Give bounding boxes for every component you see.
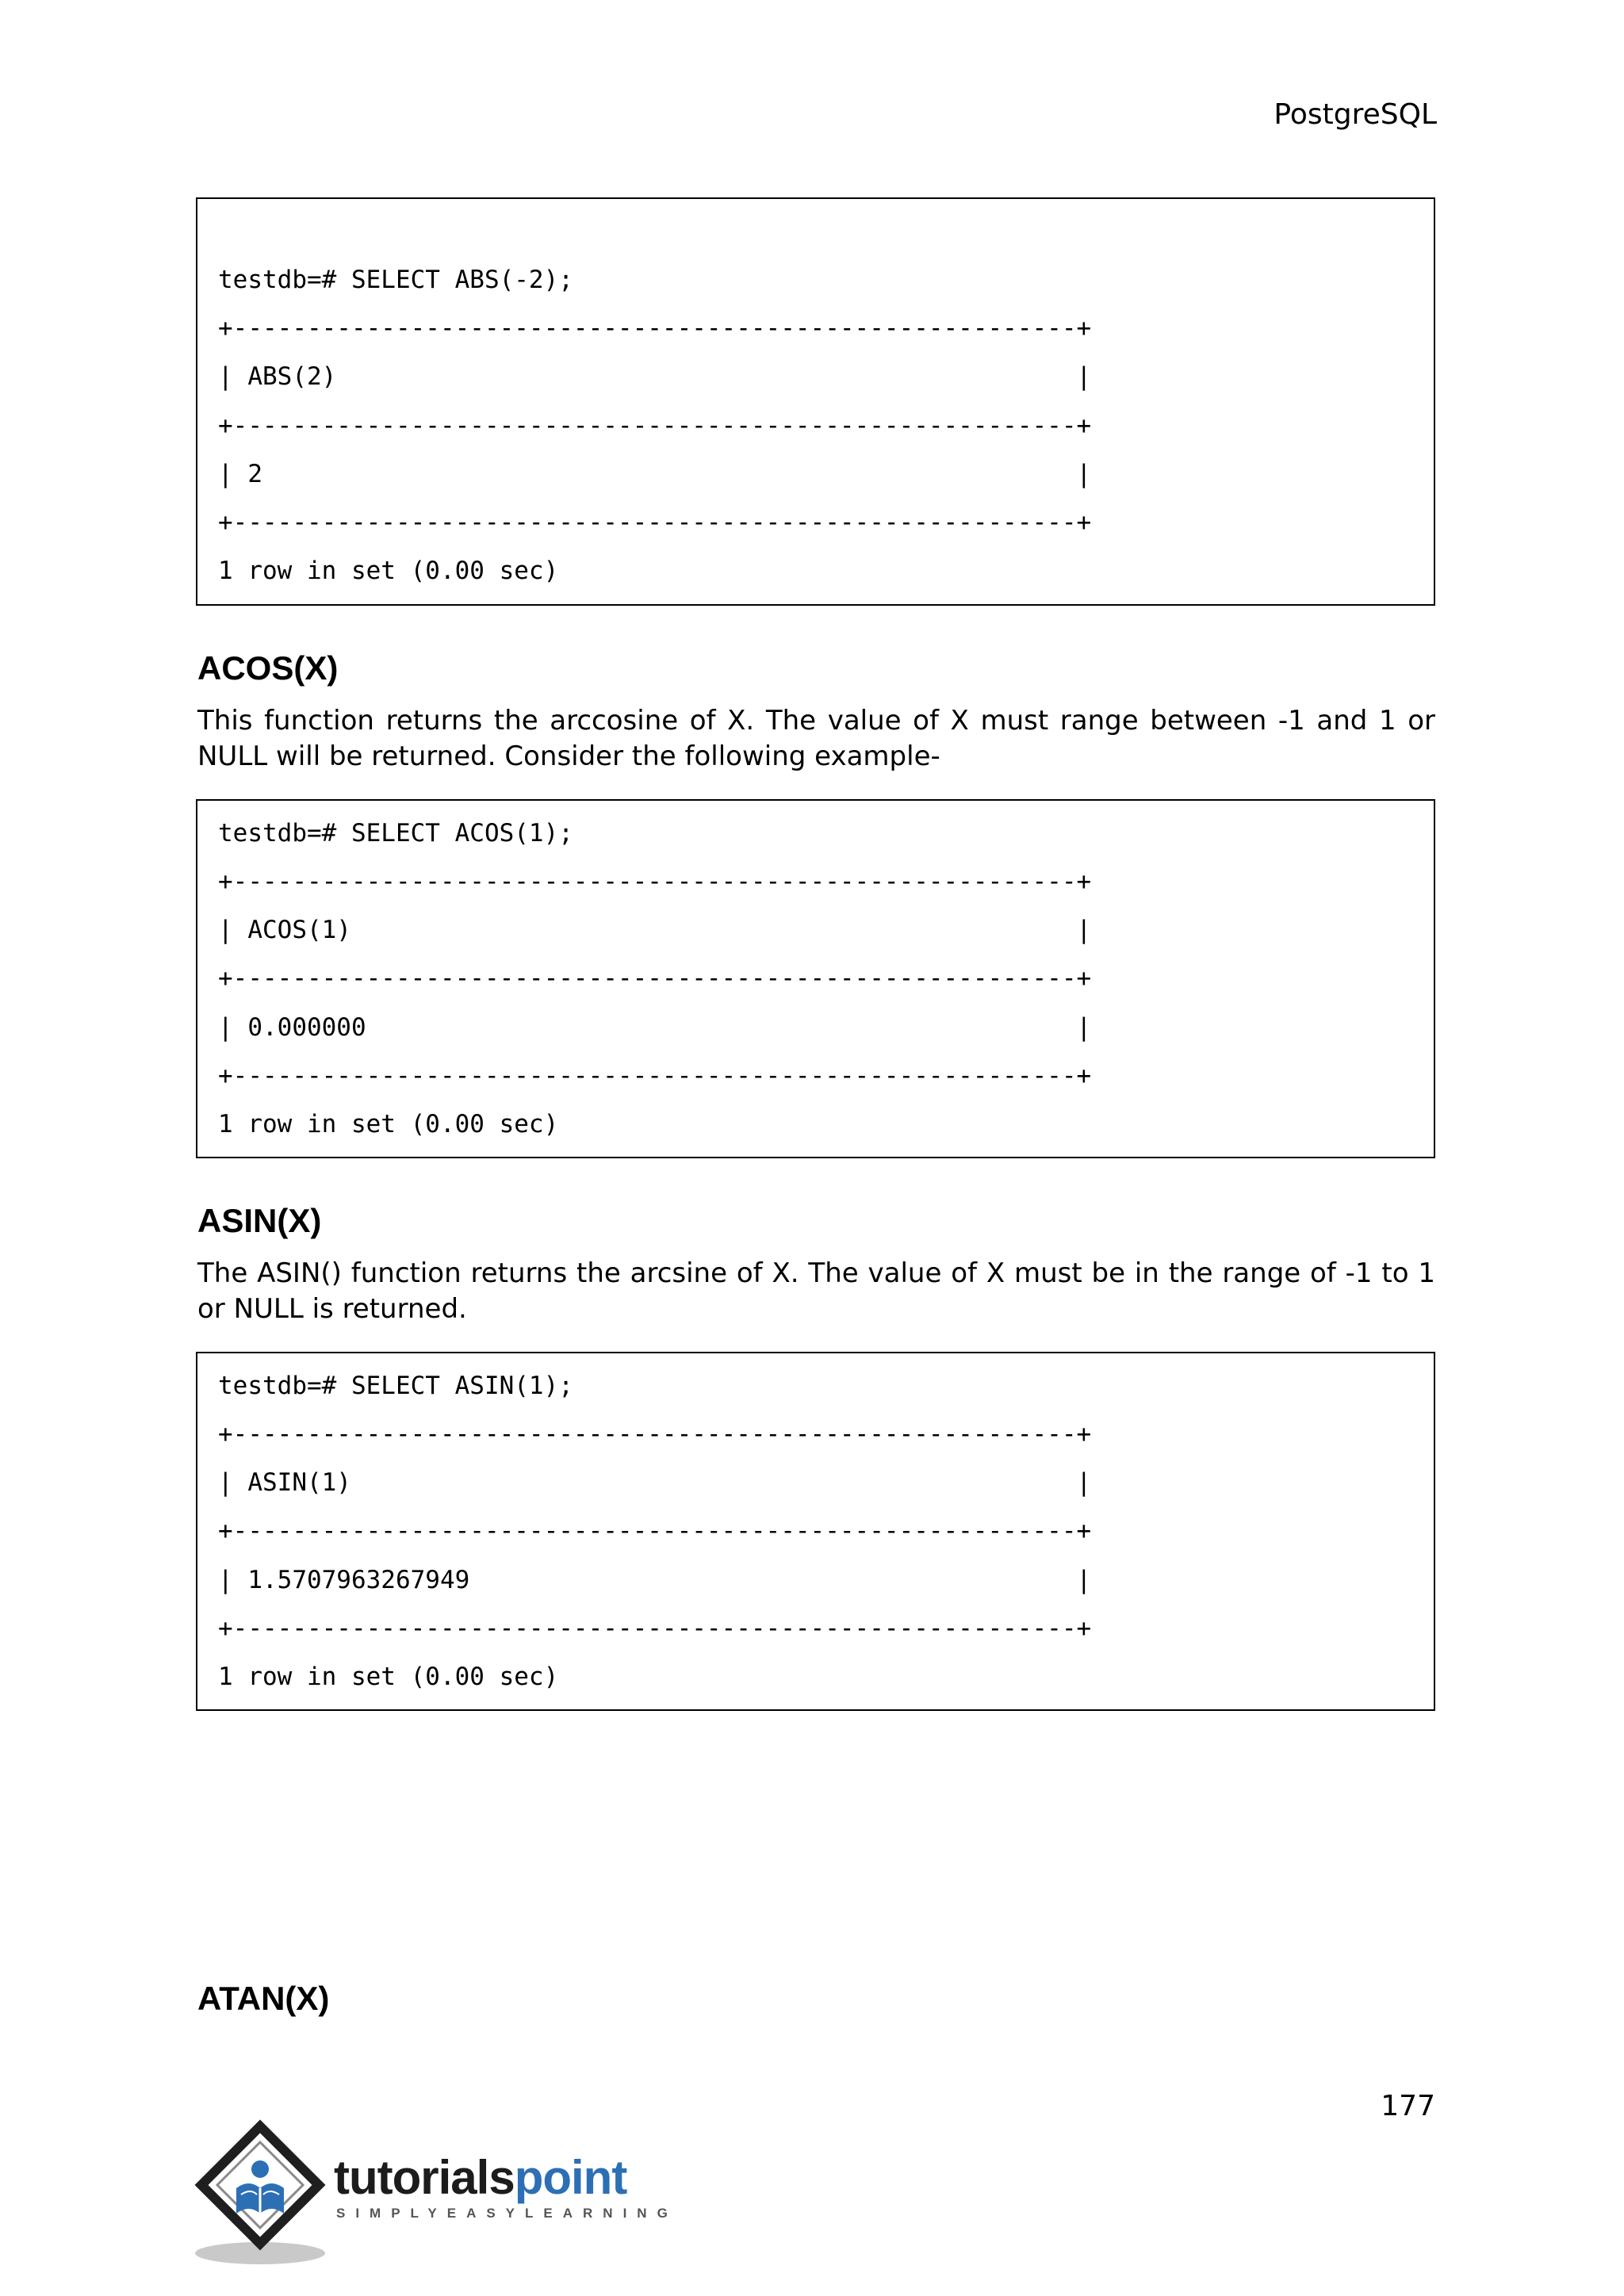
code-line: +---------------------------------------------------------+	[218, 867, 1092, 896]
code-line: | ASIN(1) |	[218, 1468, 1092, 1497]
code-line: testdb=# SELECT ACOS(1);	[218, 819, 573, 848]
section-heading-acos: ACOS(X)	[197, 649, 339, 687]
running-header: PostgreSQL	[1274, 98, 1437, 131]
code-line: +---------------------------------------------------------+	[218, 411, 1092, 440]
logo-emblem-icon	[193, 2112, 336, 2271]
code-line: +---------------------------------------------------------+	[218, 1420, 1092, 1448]
section-heading-atan: ATAN(X)	[197, 1980, 330, 2017]
code-line: | ABS(2) |	[218, 362, 1092, 391]
code-block-asin	[196, 1352, 1435, 1711]
code-line: | ACOS(1) |	[218, 916, 1092, 944]
code-line: +---------------------------------------------------------+	[218, 1062, 1092, 1090]
code-line: | 1.5707963267949 |	[218, 1566, 1092, 1594]
code-line: +---------------------------------------------------------+	[218, 314, 1092, 342]
code-line: testdb=# SELECT ABS(-2);	[218, 266, 573, 294]
section-heading-asin: ASIN(X)	[197, 1202, 322, 1239]
logo-word-primary: tutorials	[334, 2151, 515, 2204]
code-line: | 0.000000 |	[218, 1013, 1092, 1042]
description-acos: This function returns the arccosine of X. The value of X must range between -1 and 1 or NULL will be returned. Consider the following example-	[197, 705, 1435, 772]
logo-tagline: SIMPLYEASYLEARNING	[336, 2206, 678, 2221]
code-line: +---------------------------------------------------------+	[218, 1614, 1092, 1643]
code-line: | 2 |	[218, 460, 1092, 488]
code-line: 1 row in set (0.00 sec)	[218, 1663, 559, 1691]
tutorialspoint-logo	[193, 2112, 685, 2271]
description-asin: The ASIN() function returns the arcsine of X. The value of X must be in the range of -1 to 1 or NULL is returned.	[197, 1257, 1435, 1325]
logo-wordmark	[334, 2150, 626, 2205]
code-line: +---------------------------------------------------------+	[218, 508, 1092, 537]
code-line: 1 row in set (0.00 sec)	[218, 1110, 559, 1138]
logo-word-secondary: point	[514, 2151, 627, 2204]
code-line: +---------------------------------------------------------+	[218, 964, 1092, 993]
code-block-abs	[196, 197, 1435, 606]
page-number: 177	[1381, 2090, 1435, 2122]
code-line: 1 row in set (0.00 sec)	[218, 557, 559, 585]
code-line: +---------------------------------------------------------+	[218, 1517, 1092, 1545]
code-block-acos	[196, 799, 1435, 1158]
code-line: testdb=# SELECT ASIN(1);	[218, 1372, 573, 1400]
